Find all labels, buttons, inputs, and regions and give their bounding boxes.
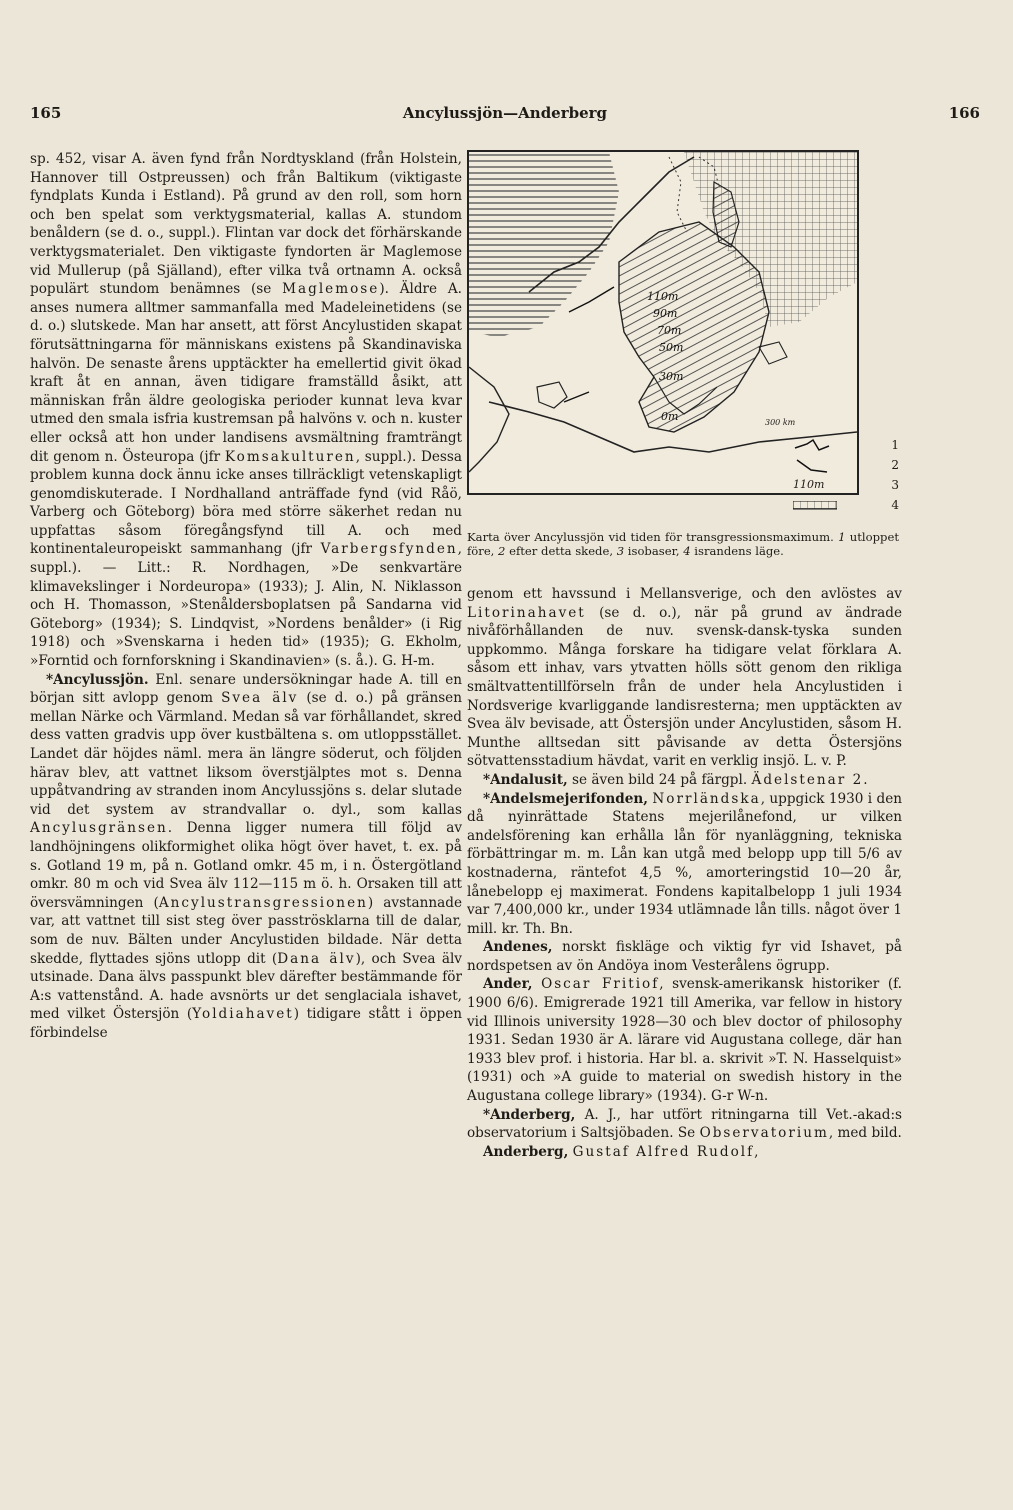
spaced-term: Maglemose: [282, 281, 380, 298]
isobase-label: 90m: [653, 307, 678, 320]
article-ander: [467, 975, 902, 1105]
spaced-term: Observatorium: [699, 1125, 829, 1142]
entry-headword: *Andalusit,: [483, 771, 568, 788]
text-run: , suppl.). — Litt.: R. Nordhagen, »De senkvartäre klimavekslinger i Nordeuropa» (1933); J. Alin, N. Niklasson och H. Thomasson, »Stenåldersboplatsen på Sandarna vid Göteborg» (1934); S. Lindqvist, »Nordens benålder» (i Rig 1918) och »Svenskarna i heden tid» (1935); G. Ekholm, »Forntid och fornforskning i Skandinavien» (s. å.). G. H-m.: [30, 541, 462, 670]
outlet-arrow-before: [569, 287, 614, 312]
map-legend: [763, 412, 903, 522]
text-run: norskt fiskläge och viktig fyr vid Ishavet, på nordspetsen av ön Andöya inom Vesterålens ögrupp.: [467, 939, 902, 974]
entry-headword: *Anderberg,: [483, 1106, 576, 1123]
page-number-right: 166: [948, 104, 980, 122]
spaced-term: Yoldiahavet: [192, 1006, 294, 1023]
map-figure: [467, 150, 902, 530]
text-run: se även bild 24 på färgpl.: [567, 771, 752, 788]
spaced-term: Oscar Fritiof: [541, 976, 660, 993]
legend-scale: [763, 418, 903, 436]
article-andelsmejerifonden: [467, 790, 902, 939]
text-run: , uppgick 1930 i den då nyinrättade Statens mejerilånefond, ur vilken andelsförening kan erhålla lån för nyanläggning, tekniska förbättringar m. m. Lån kan utgå med belopp upp till 5/6 av kostnaderna, räntefot 4,5 %, amorteringstid 10—20 år, lånebelopp ej maximerat. Fondens kapitalbelopp 1 juli 1934 var 7,400,000 kr., under 1934 utlämnade lån tills. något över 1 mill. kr. Th. Bn.: [467, 790, 902, 937]
outlet-after-symbol-icon: [793, 458, 833, 474]
spaced-term: Svea älv: [221, 690, 299, 707]
left-column: [30, 150, 462, 1490]
entry-headword: Andenes,: [483, 939, 553, 956]
text-run: sp. 452, visar A. även fynd från Nordtyskland (från Holstein, Hannover till Ostpreussen) och från Baltikum (viktigaste fyndplats Kunda i Estland). På grund av den roll, som horn och ben spelat som verktygsmaterial, kallas A. stundom benåldern (se d. o., suppl.). Flintan var dock det förhärskande verktygsmaterialet. Den viktigaste fyndorten är Maglemose vid Mullerup (på Själland), efter vilka två ortnamn A. också populärt stundom benämnes (se: [30, 151, 462, 298]
text-run: ) tidigare stått i öppen förbindelse: [30, 1006, 462, 1041]
page-number-left: 165: [30, 104, 62, 122]
legend-row-3: [763, 478, 903, 496]
legend-number: 2: [891, 458, 899, 472]
isobase-label: 70m: [657, 324, 682, 337]
text-run: [533, 976, 542, 992]
entry-headword: *Ancylussjön.: [46, 671, 149, 688]
text-run: ,: [754, 1143, 759, 1160]
text-run: (se d. o.), när på grund av ändrade nivåförhållanden de nuv. svensk-dansk-tyska sunden uppkommo. Många forskare ha tidigare velat förklara A. såsom ett inhav, vars ytvatten hölls sött genom den rikliga smältvattentillförseln från de under hela Ancylustiden i Nordsverige kvarliggande landisresterna; men upptäckten av Svea älv bevisade, att Östersjön under Ancylustiden, såsom H. Munthe alltsedan sitt påvisande av detta Östersjöns sötvattensstadium hävdat, varit en verklig insjö. L. v. P.: [467, 604, 902, 770]
text-run: ). Äldre A. anses numera alltmer sammanfalla med Madeleinetidens (se d. o.) slutskede. Man har ansett, att först Ancylustiden skapat förutsättningarna för människans existens på Skandinaviska halvön. De senaste årens upptäckter ha emellertid givit ökad kraft åt en annan, även tidigare framställd åsikt, att människan från äldre geologiska perioder kunnat leva kvar utmed den smala isfria kustremsan på halvöns v. och n. kuster eller också att hon under landisens avsmältning framträngt dit genom n. Östeuropa (jfr: [30, 281, 462, 465]
text-run: , med bild.: [828, 1125, 902, 1142]
sea-hatch-north: [469, 152, 619, 337]
text-run: (se d. o.) på gränsen mellan Närke och Värmland. Medan så var förhållandet, skred dess vatten gradvis upp över kustbältena s. om utloppsstället. Landet där höjdes näml. mera än längre söderut, och följden härav blev, att vattnet liksom överstjälptes mot s. Denna uppåtvandring av stranden inom Ancylussjöns s. delar slutade vid det system av strandvallar o. dyl., som kallas: [30, 690, 462, 818]
caption-text: israndens läge.: [690, 544, 784, 558]
text-run: A. J., har utfört ritningarna till Vet.-akad:s observatorium i Saltsjöbaden. Se: [467, 1106, 902, 1142]
scale-bar-label: 300 km: [765, 418, 796, 427]
page-header: [30, 104, 980, 128]
caption-key: 3: [616, 544, 625, 558]
spaced-term: Norrländska: [652, 790, 761, 807]
isobase-label: 0m: [661, 410, 679, 423]
isobase-label: 50m: [659, 341, 684, 354]
spaced-term: Gustaf Alfred Rudolf: [572, 1143, 755, 1160]
caption-key: 2: [498, 544, 506, 558]
outlet-arrow-after: [564, 392, 589, 402]
outlet-before-symbol-icon: [793, 438, 833, 454]
spaced-term: Ancylustransgressionen: [158, 894, 368, 911]
map-caption: [467, 530, 899, 580]
article-ancylustiden-continued: [30, 150, 462, 671]
spaced-term: Varbergsfynden: [320, 541, 458, 558]
legend-row-2: [763, 458, 903, 476]
caption-text: isobaser,: [624, 544, 684, 558]
article-anderberg-gustaf: [467, 1143, 902, 1162]
jutland-coastline: [469, 367, 509, 472]
caption-text: efter detta skede,: [505, 544, 617, 558]
right-column: [467, 585, 902, 1375]
boundary-dashed-1: [669, 157, 687, 232]
caption-key: 4: [683, 544, 691, 558]
spaced-term: Ädelstenar 2.: [751, 771, 870, 788]
legend-number: 4: [891, 498, 899, 512]
legend-row-4: [763, 498, 903, 516]
text-run: , svensk-amerikansk historiker (f. 1900 6/6). Emigrerade 1921 till Amerika, var fellow in history vid Illinois university 1928—30 och blev doctor of philosophy 1931. Sedan 1930 är A. lärare vid Augustana college, där han 1933 blev prof. i historia. Har bl. a. skrivit »T. N. Hasselquist» (1931) och »A guide to material on swedish history in the Augustana college library» (1934). G-r W-n.: [467, 976, 902, 1105]
article-andenes: [467, 938, 902, 975]
text-run: Enl. senare undersökningar hade A. till en början sitt avlopp genom: [30, 671, 462, 707]
spaced-term: Ancylusgränsen: [30, 820, 168, 837]
isobase-label: 30m: [659, 370, 684, 383]
text-run: ) avstannade var, att vattnet till sist steg över pasströsklarna till de dalar, som de nuv. Bälten under Ancylustiden bildade. När detta skedde, flyttades sjöns utlopp dit (: [30, 894, 462, 967]
ice-margin-symbol-icon: [793, 501, 837, 513]
spaced-term: Komsakulturen: [224, 448, 356, 465]
island-saaremaa: [759, 342, 787, 364]
caption-key: 1: [838, 530, 846, 544]
article-andalusit: [467, 771, 902, 790]
spaced-term: Litorinahavet: [467, 604, 586, 621]
entry-headword: *Andelsmejerifonden,: [483, 790, 649, 807]
island-zealand: [537, 382, 567, 408]
entry-headword: Anderberg,: [483, 1143, 569, 1160]
caption-text: utloppet före,: [467, 530, 899, 558]
running-title: Ancylussjön—Anderberg: [402, 104, 608, 122]
entry-headword: Ander,: [483, 976, 533, 993]
isobase-label: 110m: [647, 290, 679, 303]
text-run: genom ett havssund i Mellansverige, och den avlöstes av: [467, 586, 902, 602]
text-run: . Denna ligger numera till följd av landhöjningens olikformighet olika högt över havet, t. ex. på s. Gotland 19 m, på n. Gotland omkr. 45 m, i n. Östergötland omkr. 80 m och vid Svea älv 112—115 m ö. h. Orsaken till att översvämningen (: [30, 820, 462, 911]
legend-row-1: [763, 438, 903, 456]
isobase-symbol-label: 110m: [793, 478, 825, 491]
article-anderberg-aj: [467, 1106, 902, 1143]
article-ancylussjon: [30, 671, 462, 1043]
text-run: , suppl.). Dessa problem kunna dock ännu icke anses tillräckligt vetenskapligt genomdiskuterade. I Nordhalland anträffade fynd (vid Råö, Varberg och Göteborg) böra med större säkerhet redan nu uppfattas såsom föregångsfynd till A. och med kontinentaleuropeiskt sammanhang (jfr: [30, 448, 462, 558]
text-run: ), och Svea älv utsinade. Dana älvs passpunkt blev därefter bestämmande för A:s vattenstånd. A. hade avsnörts ur det senglaciala ishavet, med vilket Östersjön (: [30, 950, 462, 1023]
legend-number: 1: [891, 438, 899, 452]
article-ancylussjon-continued: [467, 585, 902, 771]
legend-number: 3: [891, 478, 899, 492]
caption-text: Karta över Ancylussjön vid tiden för transgressionsmaximum.: [467, 530, 839, 544]
spaced-term: Dana älv: [277, 950, 356, 967]
